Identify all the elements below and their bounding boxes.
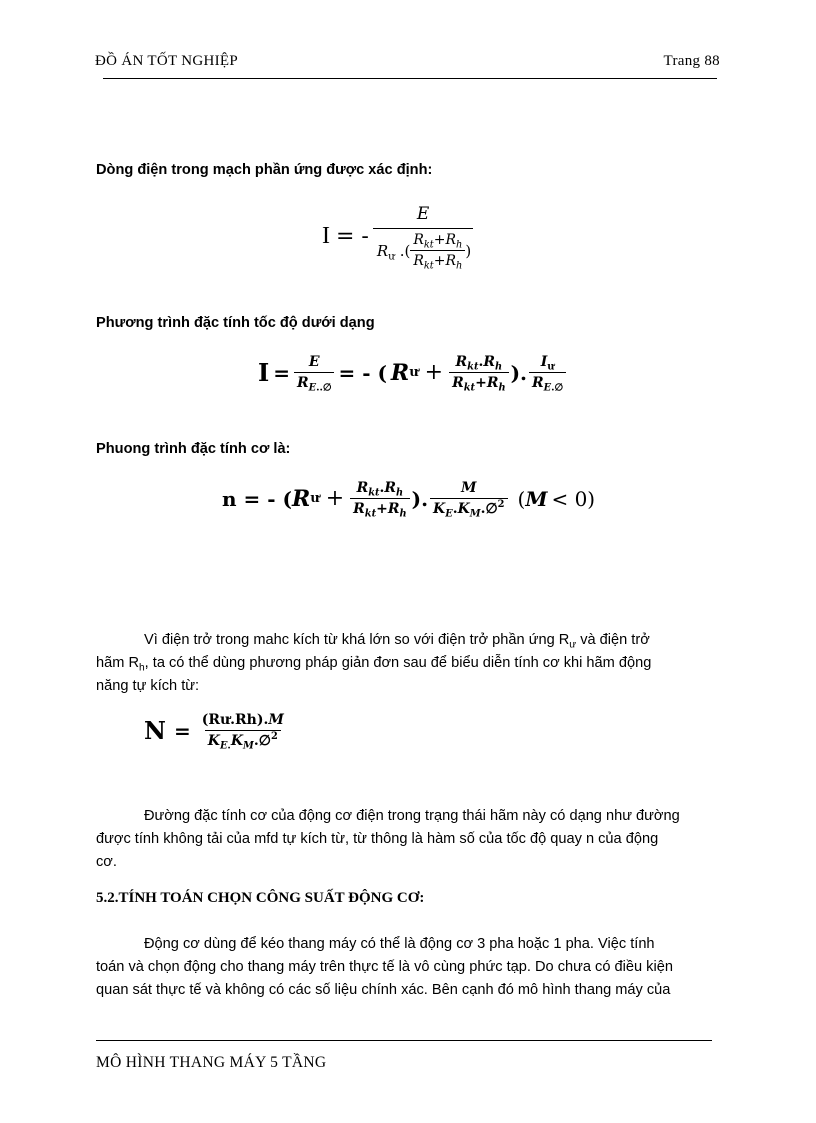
paragraph-3-line-1: Động cơ dùng để kéo thang máy có thể là động cơ 3 pha hoặc 1 pha. Việc tính [144,936,655,952]
paragraph-2-line-2: được tính không tải của mfd tự kích từ, từ thông là hàm số của tốc độ quay n của động [96,831,659,847]
header-title: ĐỒ ÁN TỐT NGHIỆP [95,53,238,69]
header-rule [103,78,717,79]
formula-braking: N = $\frac{(Rư.Rh).M}{K_{E.}K_M.\emptyset^2}$ [144,712,284,752]
current-intro: Dòng điện trong mạch phần ứng được xác định: [96,162,433,178]
page-number: Trang 88 [663,53,720,69]
paragraph-1-line-3: năng tự kích từ: [96,678,200,694]
footer-rule [96,1040,712,1041]
footer-title: MÔ HÌNH THANG MÁY 5 TẦNG [96,1054,327,1071]
paragraph-2-line-3: cơ. [96,854,117,870]
section-heading-5-2: 5.2.TÍNH TOÁN CHỌN CÔNG SUẤT ĐỘNG CƠ: [96,890,425,906]
mech-intro: Phuong trình đặc tính cơ là: [96,441,291,457]
formula-mech: n = - ( R ư + $\frac{R_{kt}.R_h}{R_{kt}+R_h}$ ). $\frac{M}{K_E.K_M.\emptyset^2}$ ( M < 0) [222,480,596,520]
formula-speed: I = $\frac{E}{R_{E..\emptyset}}$ = - ( R ư + $\frac{R_{kt}.R_h}{R_{kt}+R_h}$ ). $\frac{I_ư}{R_{E.\emptyset}}$ [258,354,566,391]
speed-intro: Phương trình đặc tính tốc độ dưới dạng [96,315,375,331]
paragraph-1-line-1: Vì điện trở trong mahc kích từ khá lớn so với điện trở phần ứng $R_ư$ và điện trở [144,632,650,651]
paragraph-2-line-1: Đường đặc tính cơ của động cơ điện trong trạng thái hãm này có dạng như đường [144,808,680,824]
paragraph-3-line-2: toán và chọn động cho thang máy trên thực tế là vô cùng phức tạp. Do chưa có điều kiện [96,959,673,975]
formula-current: I = - E $R_ư$ .( $\frac{R_{kt}+R_h}{R_{kt}+R_h}$ ) [322,204,472,272]
paragraph-3-line-3: quan sát thực tế và không có các số liệu chính xác. Bên cạnh đó mô hình thang máy của [96,982,671,998]
paragraph-1-line-2: hãm $R_h$, ta có thể dùng phương pháp giản đơn sau để biểu diễn tính cơ khi hãm động [96,655,652,674]
